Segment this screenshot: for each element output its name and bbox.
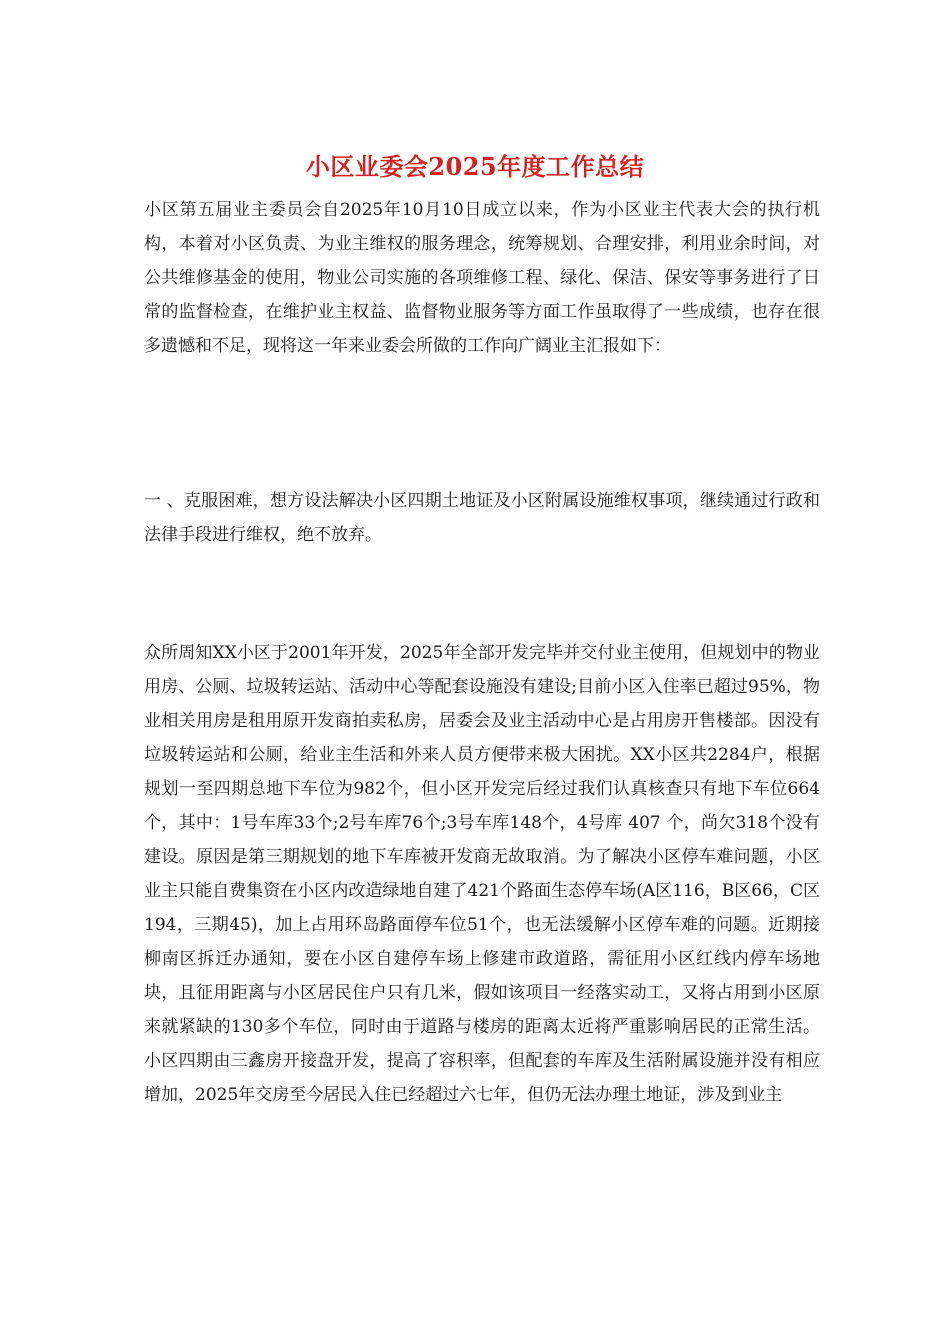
section-1-heading: 一 、克服困难，想方设法解决小区四期土地证及小区附属设施维权事项，继续通过行政和法律手段进行维权，绝不放弃。 xyxy=(144,491,820,545)
body-paragraph: 众所周知XX小区于2001年开发，2025年全部开发完毕并交付业主使用，但规划中的物业用房、公厕、垃圾转运站、活动中心等配套设施没有建设;目前小区入住率已超过95%，物业相关用房是租用原开发商拍卖私房，居委会及业主活动中心是占用房开售楼部。因没有垃圾转运站和公厕，给业主生活和外来人员方便带来极大困扰。XX小区共2284户，根据规划一至四期总地下车位为982个，但小区开发完后经过我们认真核查只有地下车位664个，其中：1号车库33个;2号车库76个;3号车库148个，4号库 407 个，尚欠318个没有建设。原因是第三期规划的地下车库被开发商无故取消。为了解决小区停车难问题，小区业主只能自费集资在小区内改造绿地自建了421个路面生态停车场(A区116，B区66，C区194，三期45)，加上占用环岛路面停车位51个，也无法缓解小区停车难的问题。近期接柳南区拆迁办通知，要在小区自建停车场上修建市政道路，需征用小区红线内停车场地块，且征用距离与小区居民住户只有几米，假如该项目一经落实动工，又将占用到小区原来就紧缺的130多个车位，同时由于道路与楼房的距离太近将严重影响居民的正常生活。小区四期由三鑫房开接盘开发，提高了容积率，但配套的车库及生活附属设施并没有相应增加，2025年交房至今居民入住已经超过六七年，但仍无法办理土地证，涉及到业主 xyxy=(144,643,820,1105)
intro-paragraph: 小区第五届业主委员会自2025年10月10日成立以来，作为小区业主代表大会的执行机构，本着对小区负责、为业主维权的服务理念，统筹规划、合理安排，利用业余时间，对公共维修基金的使用，物业公司实施的各项维修工程、绿化、保洁、保安等事务进行了日常的监督检查，在维护业主权益、监督物业服务等方面工作虽取得了一些成绩，也存在很多遗憾和不足，现将这一年来业委会所做的工作向广阔业主汇报如下： xyxy=(144,200,820,356)
document-title: 小区业委会2025年度工作总结 xyxy=(305,152,645,181)
